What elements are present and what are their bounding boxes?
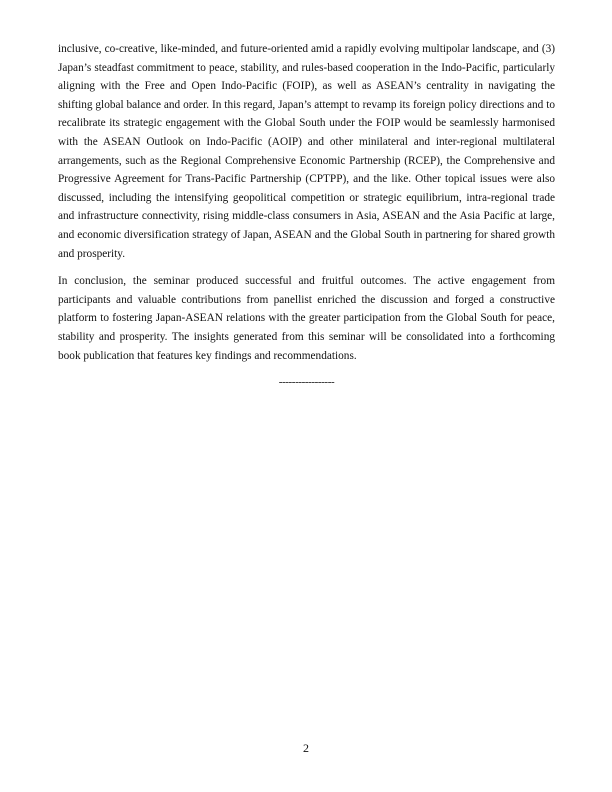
body-paragraph-2: In conclusion, the seminar produced successful and fruitful outcomes. The active engagement from participants and valuable contributions from panellist enriched the discussion and forged a constructive platform to fostering Japan-ASEAN relations with the greater participation from the Global South for peace, stability and prosperity. The insights generated from this seminar will be consolidated into a forthcoming book publication that features key findings and recommendations. xyxy=(58,275,555,362)
document-body xyxy=(58,40,555,389)
body-paragraph-1: inclusive, co-creative, like-minded, and future-oriented amid a rapidly evolving multipolar landscape, and (3) Japan’s steadfast commitment to peace, stability, and rules-based cooperation in the Indo-Pacific, particularly aligning with the Free and Open Indo-Pacific (FOIP), as well as ASEAN’s centrality in navigating the shifting global balance and order. In this regard, Japan’s attempt to revamp its foreign policy directions and to recalibrate its strategic engagement with the Global South under the FOIP would be seamlessly harmonised with the ASEAN Outlook on Indo-Pacific (AOIP) and other minilateral and inter-regional multilateral arrangements, such as the Regional Comprehensive Economic Partnership (RCEP), the Comprehensive and Progressive Agreement for Trans-Pacific Partnership (CPTPP), and the like. Other topical issues were also discussed, including the intensifying geopolitical competition or strategic equilibrium, intra-regional trade and infrastructure connectivity, rising middle-class consumers in Asia, ASEAN and the Asia Pacific at large, and economic diversification strategy of Japan, ASEAN and the Global South in partnering for shared growth and prosperity. xyxy=(58,43,555,260)
page-number: 2 xyxy=(303,741,309,755)
section-end-divider: ----------------- xyxy=(278,376,335,389)
